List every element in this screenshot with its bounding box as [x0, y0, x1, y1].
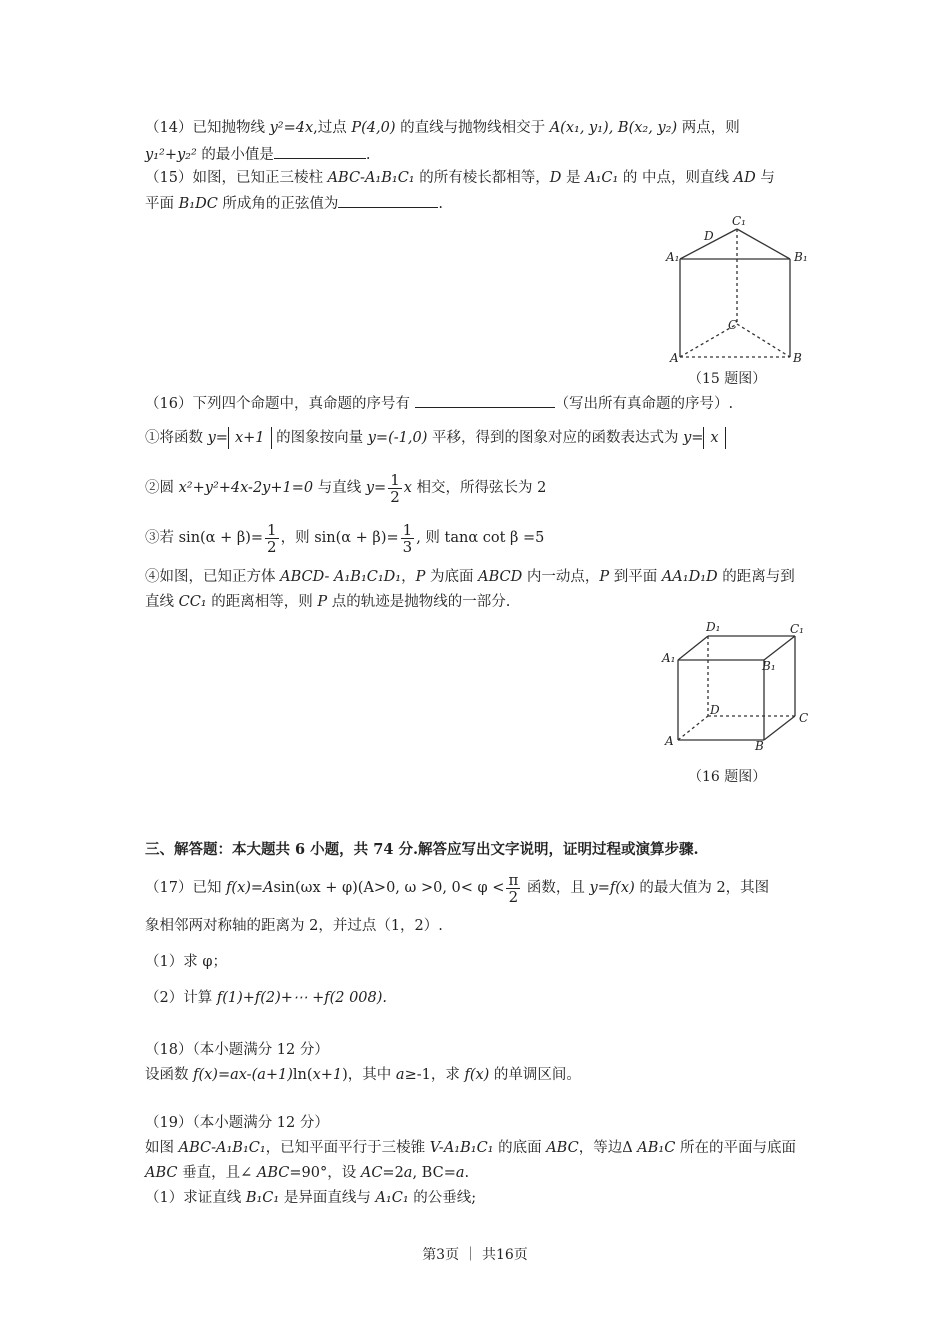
- label-a: A: [665, 734, 674, 748]
- label-c: C: [728, 318, 738, 332]
- q15-line-2: 平面 B₁DC 所成角的正弦值为 .: [145, 193, 443, 214]
- label-b1: B₁: [794, 250, 808, 264]
- q15-answer-blank[interactable]: [338, 193, 438, 208]
- page-footer: 第3页 ｜ 共16页: [422, 1247, 528, 1263]
- q17-line-2: 象相邻两对称轴的距离为 2，并过点（1，2）.: [145, 918, 443, 934]
- q18-line-1: 设函数 f(x)=ax-(a+1)ln(x+1)，其中 a≥-1，求 f(x) 的单调区间。: [145, 1067, 581, 1083]
- q14-answer-blank[interactable]: [274, 144, 366, 159]
- label-b: B: [793, 351, 802, 365]
- edge-bc: [764, 716, 795, 740]
- q15-line-1: （15）如图，已知正三棱柱 ABC-A₁B₁C₁ 的所有棱长都相等，D 是 A₁C₁ 的 中点，则直线 AD 与: [145, 170, 775, 186]
- edge-cb: [737, 324, 790, 357]
- label-a1: A₁: [666, 250, 680, 264]
- q19-sub-1: （1）求证直线 B₁C₁ 是异面直线与 A₁C₁ 的公垂线;: [145, 1190, 477, 1206]
- q19-line-2: ABC 垂直，且∠ ABC=90°，设 AC=2a, BC=a.: [145, 1165, 470, 1181]
- label-c1: C₁: [732, 214, 746, 228]
- label-b: B: [755, 739, 764, 753]
- edge-b1c1: [764, 636, 795, 660]
- label-c: C: [799, 711, 809, 725]
- q18-heading: （18）（本小题满分 12 分）: [145, 1042, 329, 1058]
- q17-sub-1: （1）求 φ；: [145, 954, 227, 970]
- label-a1: A₁: [662, 651, 676, 665]
- q14-line-1: （14）已知抛物线 y²=4x,过点 P(4,0) 的直线与抛物线相交于 A(x₁, y₁), B(x₂, y₂) 两点，则: [145, 120, 740, 136]
- q19-heading: （19）（本小题满分 12 分）: [145, 1115, 329, 1131]
- label-d1: D₁: [706, 620, 721, 634]
- q15-caption: （15 题图）: [688, 371, 767, 387]
- q16-caption: （16 题图）: [688, 769, 767, 785]
- q16-prop-1: ①将函数 y= x+1 的图象按向量 y=(-1,0) 平移，得到的图象对应的函数表达式为 y= x: [145, 427, 726, 449]
- section-3-heading: 三、解答题：本大题共 6 小题，共 74 分.解答应写出文字说明，证明过程或演算步骤.: [145, 841, 699, 858]
- edge-ad: [678, 716, 708, 740]
- edge-a1d1: [678, 636, 708, 660]
- q16-prop-2: ②圆 x²+y²+4x-2y+1=0 与直线 y= $\frac{1}{2}$ x 相交，所得弦长为 2: [145, 470, 547, 506]
- q16-prop-4-line-1: ④如图，已知正方体 ABCD- A₁B₁C₁D₁，P 为底面 ABCD 内一动点，P 到平面 AA₁D₁D 的距离与到: [145, 569, 795, 585]
- label-d: D: [704, 229, 714, 243]
- q14-line-2: y₁²+y₂² 的最小值是 .: [145, 144, 371, 165]
- label-a: A: [670, 351, 679, 365]
- label-b1: B₁: [762, 659, 776, 673]
- q16-prop-4-line-2: 直线 CC₁ 的距离相等，则 P 点的轨迹是抛物线的一部分.: [145, 594, 511, 610]
- label-d: D: [710, 703, 720, 717]
- q17-sub-2: （2）计算 f(1)+f(2)+⋯ +f(2 008).: [145, 990, 388, 1006]
- label-c1: C₁: [790, 622, 804, 636]
- edge-c1b1: [737, 229, 790, 259]
- q19-line-1: 如图 ABC-A₁B₁C₁，已知平面平行于三棱锥 V-A₁B₁C₁ 的底面 ABC，等边Δ AB₁C 所在的平面与底面: [145, 1140, 796, 1156]
- q16-answer-blank[interactable]: [415, 393, 555, 408]
- q15-prism-figure: [660, 212, 820, 372]
- q17-line-1: （17）已知 f(x)=Asin(ωx + φ)(A>0, ω >0, 0< φ < $\frac{\pi}{2}$ 函数，且 y=f(x) 的最大值为 2，其图: [145, 870, 770, 906]
- q16-cube-figure: [660, 618, 820, 758]
- q16-intro: （16）下列四个命题中，真命题的序号有 （写出所有真命题的序号）.: [145, 393, 733, 414]
- q16-prop-3: ③若 sin(α + β)= $\frac{1}{2}$ ，则 sin(α + β)= $\frac{1}{3}$ , 则 tanα cot β =5: [145, 520, 545, 556]
